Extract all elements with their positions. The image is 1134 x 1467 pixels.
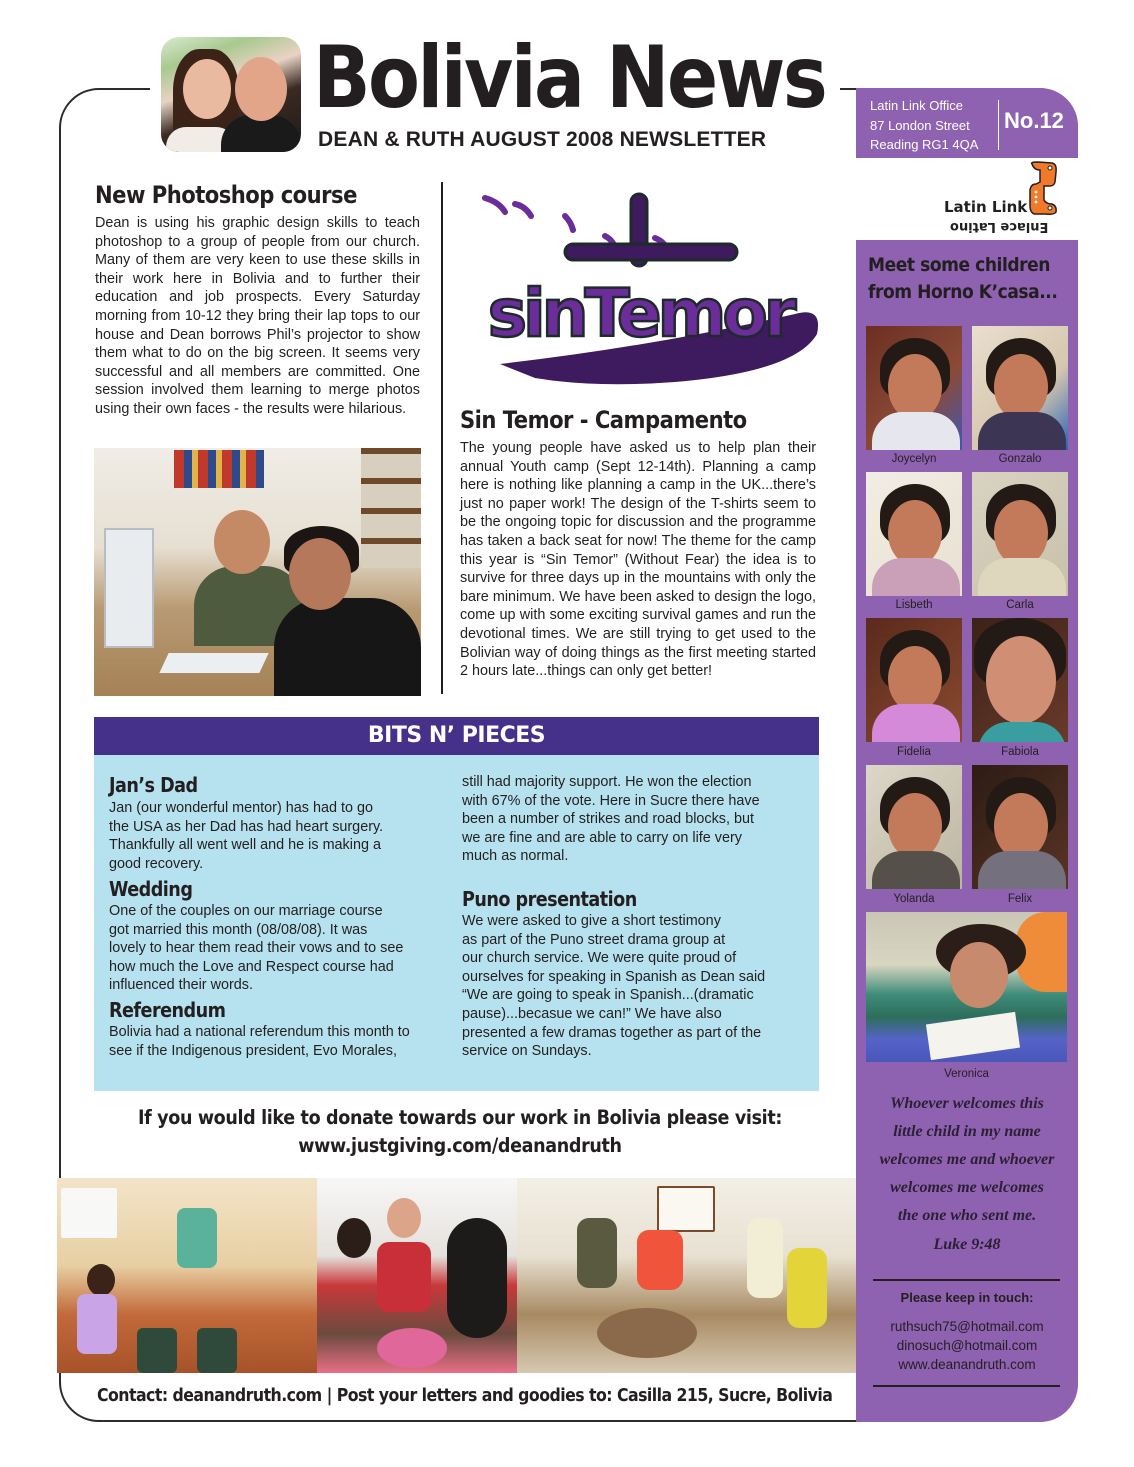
column-divider: [441, 182, 443, 694]
photoshop-heading: New Photoshop course: [95, 181, 357, 209]
sin-temor-body: The young people have asked us to help plan their annual Youth camp (Sept 12-14th). Planning a camp here is nothing like planning a camp in the UK...there’s just no paper work! The design of the T-shirts seem to be the ongoing topic for discussion and the programme has taken a back seat for now! The theme for the camp this year is “Sin Temor” (Without Fear) the idea is to survive for three days up in the mountains with only the bare minimum. We have been asked to design the logo, come up with some exciting survival games and run the devotional times. We are still trying to get used to the Bolivian way of doing things as the first meeting started 2 hours late...things can only get better!: [460, 440, 816, 680]
bible-verse: Whoever welcomes this little child in my name welcomes me and whoever welcomes me welcomes the one who sent me.: [879, 1095, 1055, 1224]
child-photo-gonzalo: [972, 326, 1068, 450]
child-photo-joycelyn: [866, 326, 962, 450]
child-photo-carla: [972, 472, 1068, 596]
sidebar-heading: Meet some children from Horno K’casa...: [868, 254, 1058, 303]
photo-children-at-tables: [57, 1178, 317, 1373]
footer-contact: Contact: deanandruth.com | Post your letters and goodies to: Casilla 215, Sucre, Bolivia: [97, 1386, 833, 1406]
referendum-heading: Referendum: [109, 998, 226, 1022]
child-photo-yolanda: [866, 765, 962, 889]
office-address: Latin Link Office 87 London Street Reading RG1 4QA: [870, 98, 979, 152]
latin-link-logo-icon: [1028, 160, 1058, 216]
child-name: Joycelyn: [891, 453, 937, 465]
keep-in-touch-label: Please keep in touch:: [900, 1290, 1034, 1305]
child-name: Lisbeth: [895, 599, 933, 611]
child-photo-fabiola: [972, 618, 1068, 742]
latin-link-logo: [856, 158, 1078, 240]
bits-n-pieces-banner: [94, 717, 819, 755]
sin-temor-heading: Sin Temor - Campamento: [460, 406, 747, 434]
website-link[interactable]: www.deanandruth.com: [898, 1357, 1036, 1372]
email-dean[interactable]: dinosuch@hotmail.com: [896, 1338, 1038, 1353]
child-name: Fabiola: [1001, 746, 1039, 758]
referendum-body-continued: still had majority support. He won the election with 67% of the vote. Here in Sucre there have been a number of strikes and road blocks, but we are fine and are able to carry on life very much as normal.: [462, 774, 760, 865]
divider: [873, 1385, 1060, 1387]
child-name: Fidelia: [897, 746, 931, 758]
referendum-body: Bolivia had a national referendum this month to see if the Indigenous president, Evo Morales,: [109, 1024, 410, 1059]
child-name: Carla: [1006, 599, 1034, 611]
wedding-body: One of the couples on our marriage course got married this month (08/08/08). It was lovely to hear them read their vows and to see how much the Love and Respect course had influenced their words.: [109, 903, 404, 994]
divider: [873, 1279, 1060, 1281]
latin-link-wordmark: Latin Link: [944, 198, 1028, 216]
contact-list: [864, 1317, 1070, 1374]
child-name: Yolanda: [893, 893, 935, 905]
child-name: Veronica: [944, 1068, 989, 1080]
photo-group-meeting: [517, 1178, 856, 1373]
bits-n-pieces-panel: [94, 755, 819, 1091]
masthead-title: Bolivia News: [313, 28, 826, 128]
child-name: Gonzalo: [998, 453, 1042, 465]
photoshop-body: Dean is using his graphic design skills to teach photoshop to a group of people from our church. Many of them are very keen to use these skills in their work here in Bolivia and to further their education and job prospects. Every Saturday morning from 10-12 they bring their lap tops to our house and Dean borrows Phil’s projector to show them what to do on the big screen. It seems very successful and all members are committed. One session involved them learning to merge photos using their own faces - the results were hilarious.: [95, 215, 420, 417]
issue-number: No.12: [1004, 108, 1064, 133]
masthead-subtitle: DEAN & RUTH AUGUST 2008 NEWSLETTER: [318, 128, 767, 151]
jans-dad-body: Jan (our wonderful mentor) has had to go the USA as her Dad has had heart surgery. Thankfully all went well and he is making a good recovery.: [109, 800, 384, 872]
puno-body: We were asked to give a short testimony as part of the Puno street drama group at our church service. We were quite proud of ourselves for speaking in Spanish as Dean said “We are going to speak in Spanish...(dramatic pause)...becasue we can!” We have also presented a few dramas together as part of the service on Sundays.: [462, 913, 766, 1060]
donate-callout: If you would like to donate towards our work in Bolivia please visit: www.justgiving.com/deanandruth: [90, 1104, 830, 1160]
child-photo-felix: [972, 765, 1068, 889]
office-box: [856, 88, 1078, 158]
email-ruth[interactable]: ruthsuch75@hotmail.com: [890, 1319, 1044, 1334]
child-photo-lisbeth: [866, 472, 962, 596]
jans-dad-heading: Jan’s Dad: [109, 773, 198, 797]
photoshop-class-photo: [94, 448, 421, 696]
sin-temor-logo-text: sinTemor: [487, 275, 793, 352]
bits-n-pieces-title: BITS N’ PIECES: [367, 723, 546, 748]
justgiving-link[interactable]: www.justgiving.com/deanandruth: [298, 1134, 622, 1157]
child-photo-veronica: [866, 912, 1067, 1062]
wedding-heading: Wedding: [109, 877, 193, 901]
sin-temor-logo: [455, 186, 825, 391]
enlace-latino-wordmark: Enlace Latino: [950, 219, 1049, 234]
child-photo-fidelia: [866, 618, 962, 742]
child-name: Felix: [1007, 893, 1033, 905]
children-sidebar: [856, 240, 1078, 1422]
verse-reference: Luke 9:48: [933, 1236, 1001, 1253]
dean-and-ruth-photo: [161, 37, 301, 152]
puno-heading: Puno presentation: [462, 887, 637, 911]
photo-food-serving: [317, 1178, 517, 1373]
